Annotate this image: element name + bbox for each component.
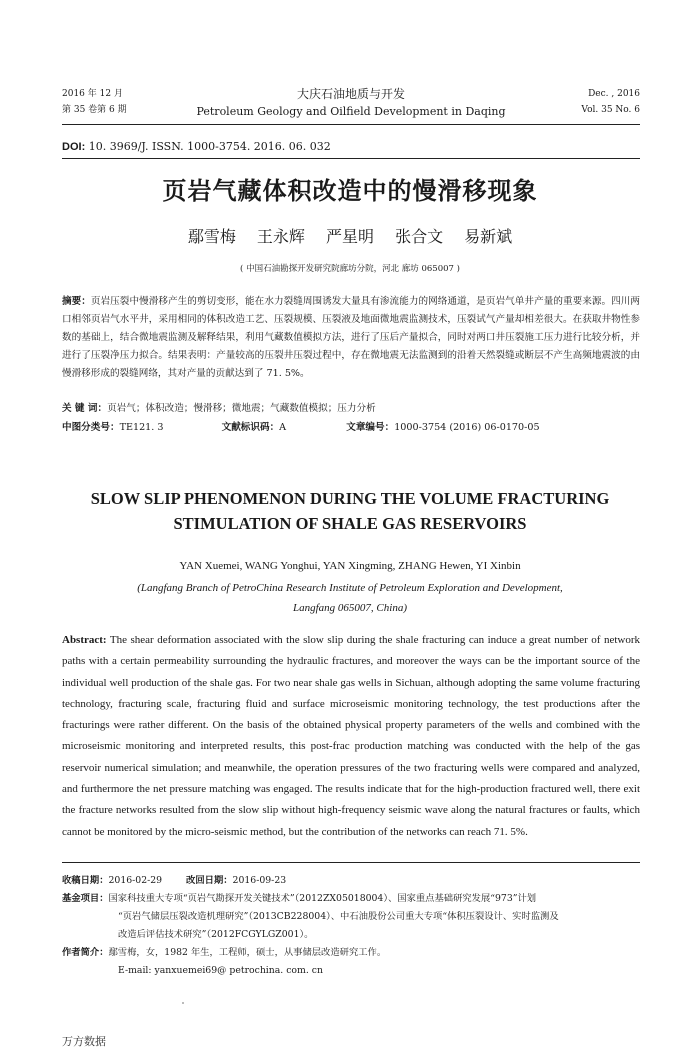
keywords-cn-label: 关 键 词：	[62, 403, 108, 414]
author-bio-text: 鄢雪梅，女，1982 年生，工程师，硕士，从事储层改造研究工作。	[108, 947, 387, 958]
clc-label: 中图分类号：	[62, 422, 120, 433]
abstract-cn	[62, 293, 640, 383]
author-bio-label: 作者简介：	[62, 947, 109, 958]
author-email: E-mail: yanxuemei69@ petrochina. com. cn	[118, 965, 323, 976]
doi-value: 10. 3969/J. ISSN. 1000-3754. 2016. 06. 032	[88, 140, 331, 153]
journal-name-en: Petroleum Geology and Oilfield Development in Daqing	[196, 105, 506, 118]
header-volume-en: Vol. 35 No. 6	[581, 105, 640, 115]
classification-line	[62, 419, 640, 437]
running-header	[62, 86, 640, 124]
footnotes	[62, 872, 640, 980]
header-volume-cn: 第 35 卷第 6 期	[62, 105, 127, 115]
journal-name-cn: 大庆石油地质与开发	[296, 87, 405, 101]
abstract-cn-label: 摘要：	[62, 296, 91, 307]
fund-text-2: “页岩气储层压裂改造机理研究”（2013CB228004）、中石油股份公司重大专项“体积压裂设计、实时监测及	[118, 911, 559, 922]
authors-en: YAN Xuemei, WANG Yonghui, YAN Xingming, ZHANG Hewen, YI Xinbin	[179, 560, 521, 572]
doi-line: DOI: 10. 3969/J. ISSN. 1000-3754. 2016. 06. 032	[62, 140, 331, 153]
header-center	[182, 86, 520, 120]
header-left	[62, 86, 127, 118]
fund-label: 基金项目：	[62, 893, 109, 904]
article-no-value: 1000-3754 (2016) 06-0170-05	[394, 422, 540, 433]
watermark: 万方数据	[62, 1035, 106, 1048]
fund-line-1	[62, 890, 640, 908]
abstract-en-label: Abstract:	[62, 634, 107, 646]
header-date-en: Dec. , 2016	[588, 89, 640, 99]
abstract-en	[62, 630, 640, 843]
abstract-cn-text: 页岩压裂中慢滑移产生的剪切变形，能在水力裂缝周围诱发大量具有渗流能力的网络通道，是页岩气单井产量的重要来源。四川两口相邻页岩气水平井，采用相同的体积改造工艺、压裂规模、压裂液及地面微地震监测技术，压裂试气产量却相差很大。在获取井物性参数的基础上，结合微地震监测及解释结果，利用气藏数值模拟方法，进行了压后产量拟合，同时对两口井压裂施工压力进行比较分析，并进行了压裂净压力拟合。结果表明：产量较高的压裂井压裂过程中，存在微地震无法监测到的沿着天然裂缝或断层不产生高频地震波的由慢滑移形成的裂缝网络，其对产量的贡献达到了 71. 5%。	[62, 296, 641, 379]
footnote-rule	[62, 862, 640, 863]
header-rule	[62, 124, 640, 125]
doi-rule	[62, 158, 640, 159]
header-right	[581, 86, 640, 118]
title-en: SLOW SLIP PHENOMENON DURING THE VOLUME FRACTURING STIMULATION OF SHALE GAS RESERVOIRS	[90, 489, 610, 533]
keywords-cn	[62, 400, 640, 418]
article-no-label: 文章编号：	[346, 422, 395, 433]
keywords-cn-text: 页岩气；体积改造；慢滑移；微地震；气藏数值模拟；压力分析	[107, 403, 376, 414]
received-value: 2016-02-29	[108, 875, 163, 886]
doc-code-value: A	[279, 422, 287, 433]
dates-line	[62, 872, 640, 890]
scan-speck	[182, 1002, 184, 1004]
affiliation-en: (Langfang Branch of PetroChina Research Institute of Petroleum Exploration and Development, Langfang 065007, China)	[137, 582, 563, 614]
fund-text-3: 改造后评估技术研究”（2012FCGYLGZ001）。	[118, 929, 314, 940]
clc-value: TE121. 3	[119, 422, 164, 433]
affiliation-cn: ( 中国石油勘探开发研究院廊坊分院，河北 廊坊 065007 )	[240, 264, 460, 274]
revised-value: 2016-09-23	[232, 875, 287, 886]
title-cn: 页岩气藏体积改造中的慢滑移现象	[162, 177, 538, 205]
header-date-cn: 2016 年 12 月	[62, 89, 123, 99]
authors-cn: 鄢雪梅 王永辉 严星明 张合文 易新斌	[187, 227, 513, 246]
author-bio-line	[62, 944, 640, 962]
received-label: 收稿日期：	[62, 875, 109, 886]
doi-label: DOI	[62, 141, 82, 153]
fund-text-1: 国家科技重大专项“页岩气勘探开发关键技术”（2012ZX05018004）、国家重点基础研究发展“973”计划	[108, 893, 537, 904]
revised-label: 改回日期：	[186, 875, 233, 886]
doc-code-label: 文献标识码：	[221, 422, 280, 433]
abstract-en-text: The shear deformation associated with the slow slip during the shale fracturing can induce a great number of network paths with a certain permeability surrounding the hydraulic fractures, and moreover the ways can be the important source of the individual well production of the shale gas. For two near shale gas wells in Sichuan, although adopting the same volume fracturing technology, fracturing scale, fracturing fluid and surface microseismic monitoring technology, the test productions after the fracturings were rather different. On the basis of the obtained physical property parameters of the wells and combined with the microseismic monitoring and interpreted results, this post-frac production matching was conducted with the help of the gas reservoir numerical simulation; and meanwhile, the operation pressures of the two fracturing wells were compared and analyzed, and furthermore the net pressure matching was engaged. The results indicate that for the high-production fractured well, there exit the fracture networks resulted from the slow slip without high-frequency seismic wave along the natural fractures or faults, which cannot be monitored by the micro-seismic method, but the contribution of the networks can reach 71. 5%.	[62, 634, 640, 838]
